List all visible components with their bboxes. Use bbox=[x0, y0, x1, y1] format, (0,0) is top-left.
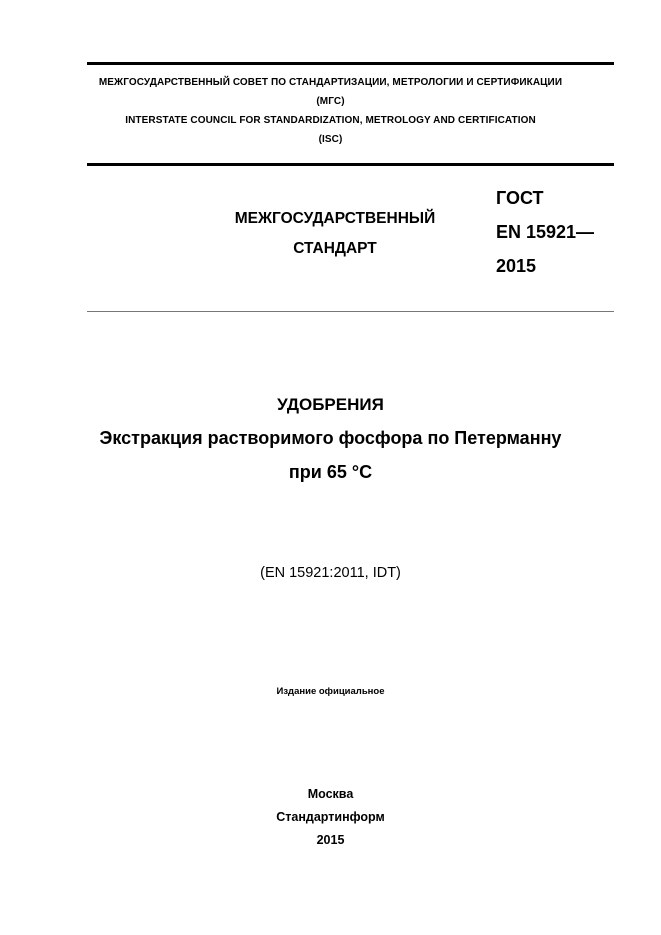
publisher-name: Стандартинформ bbox=[276, 810, 385, 824]
top-rule bbox=[87, 62, 614, 65]
council-abbr-ru: (МГС) bbox=[316, 96, 345, 107]
edition-note: Издание официальное bbox=[276, 686, 385, 697]
document-title: УДОБРЕНИЯ bbox=[277, 395, 384, 414]
gost-designation-line1: ГОСТ bbox=[496, 188, 544, 208]
document-subtitle-line1: Экстракция растворимого фосфора по Петерманну bbox=[99, 428, 562, 448]
document-subtitle-line2: при 65 °С bbox=[288, 462, 373, 482]
gost-designation-line2: EN 15921— bbox=[496, 222, 595, 242]
standard-reference: (EN 15921:2011, IDT) bbox=[260, 565, 401, 581]
council-abbr-en: (ISC) bbox=[318, 134, 343, 145]
header-bottom-rule bbox=[87, 163, 614, 166]
council-name-en: INTERSTATE COUNCIL FOR STANDARDIZATION, METROLOGY AND CERTIFICATION bbox=[125, 115, 536, 126]
publisher-city: Москва bbox=[307, 787, 354, 801]
council-name-ru: МЕЖГОСУДАРСТВЕННЫЙ СОВЕТ ПО СТАНДАРТИЗАЦИИ, МЕТРОЛОГИИ И СЕРТИФИКАЦИИ bbox=[98, 77, 563, 88]
standard-type-line2: СТАНДАРТ bbox=[293, 240, 377, 257]
gost-designation-line3: 2015 bbox=[496, 256, 537, 276]
designation-bottom-rule bbox=[87, 311, 614, 312]
standard-type-line1: МЕЖГОСУДАРСТВЕННЫЙ bbox=[234, 210, 436, 227]
publication-year: 2015 bbox=[316, 833, 345, 847]
